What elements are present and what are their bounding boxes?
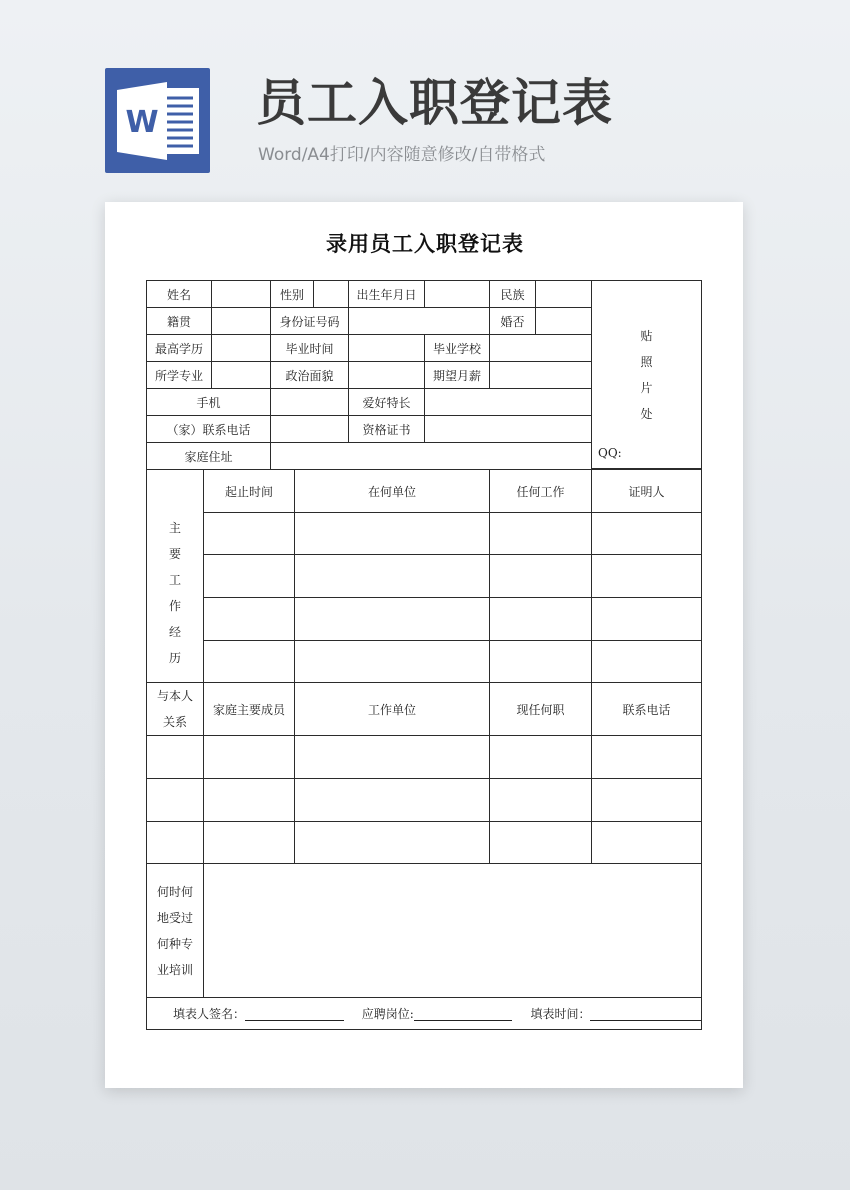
family-cell[interactable] xyxy=(146,821,204,864)
position-line[interactable] xyxy=(414,1006,513,1021)
input-certificates[interactable] xyxy=(424,415,592,443)
work-section-char: 主 xyxy=(168,521,181,535)
work-header-employer: 在何单位 xyxy=(294,469,490,513)
work-cell[interactable] xyxy=(489,554,592,598)
work-cell[interactable] xyxy=(203,640,295,683)
family-cell[interactable] xyxy=(294,821,490,864)
label-hobbies: 爱好特长 xyxy=(348,388,425,416)
word-icon xyxy=(105,68,210,173)
work-cell[interactable] xyxy=(591,597,702,641)
family-cell[interactable] xyxy=(489,778,592,822)
training-label xyxy=(146,863,204,998)
work-section-char: 经 xyxy=(168,625,181,639)
input-marital[interactable] xyxy=(535,307,592,335)
training-line: 业培训 xyxy=(156,962,193,977)
family-cell[interactable] xyxy=(146,735,204,779)
relation-line: 关系 xyxy=(162,715,187,729)
input-political-status[interactable] xyxy=(348,361,425,389)
work-section-char: 历 xyxy=(168,651,181,665)
photo-char: 照 xyxy=(640,354,653,369)
label-position: 应聘岗位: xyxy=(361,1007,414,1021)
label-graduation-school: 毕业学校 xyxy=(424,334,490,362)
family-cell[interactable] xyxy=(294,778,490,822)
input-gender[interactable] xyxy=(313,280,349,308)
family-header-member: 家庭主要成员 xyxy=(203,682,295,736)
label-native-place: 籍贯 xyxy=(146,307,212,335)
label-graduation-time: 毕业时间 xyxy=(270,334,349,362)
input-mobile[interactable] xyxy=(270,388,349,416)
training-line: 何种专 xyxy=(156,936,193,951)
family-cell[interactable] xyxy=(591,821,702,864)
label-major: 所学专业 xyxy=(146,361,212,389)
label-ethnicity: 民族 xyxy=(489,280,536,308)
family-cell[interactable] xyxy=(294,735,490,779)
work-header-position: 任何工作 xyxy=(489,469,592,513)
family-cell[interactable] xyxy=(489,735,592,779)
label-education: 最高学历 xyxy=(146,334,212,362)
family-cell[interactable] xyxy=(203,778,295,822)
work-cell[interactable] xyxy=(591,640,702,683)
label-political-status: 政治面貌 xyxy=(270,361,349,389)
banner-subtitle: Word/A4打印/内容随意修改/自带格式 xyxy=(258,145,546,165)
label-mobile: 手机 xyxy=(146,388,271,416)
work-cell[interactable] xyxy=(489,597,592,641)
work-section-char: 作 xyxy=(168,599,181,613)
training-line: 地受过 xyxy=(156,910,193,925)
label-fill-time: 填表时间： xyxy=(530,1007,591,1021)
work-cell[interactable] xyxy=(294,512,490,555)
family-cell[interactable] xyxy=(591,735,702,779)
work-cell[interactable] xyxy=(294,640,490,683)
work-experience-label xyxy=(146,469,204,683)
work-section-char: 工 xyxy=(168,573,181,587)
fill-time-line[interactable] xyxy=(590,1006,701,1021)
word-logo-letter: W xyxy=(125,105,159,140)
work-cell[interactable] xyxy=(489,640,592,683)
work-cell[interactable] xyxy=(591,512,702,555)
input-native-place[interactable] xyxy=(211,307,271,335)
input-education[interactable] xyxy=(211,334,271,362)
family-cell[interactable] xyxy=(203,735,295,779)
input-graduation-school[interactable] xyxy=(489,334,592,362)
work-cell[interactable] xyxy=(591,554,702,598)
work-cell[interactable] xyxy=(203,597,295,641)
relation-line: 与本人 xyxy=(156,689,193,703)
label-address: 家庭住址 xyxy=(146,442,271,470)
label-home-phone: （家）联系电话 xyxy=(146,415,271,443)
document-title: 录用员工入职登记表 xyxy=(326,232,524,256)
work-section-char: 要 xyxy=(168,547,181,561)
work-cell[interactable] xyxy=(294,554,490,598)
work-cell[interactable] xyxy=(294,597,490,641)
family-cell[interactable] xyxy=(146,778,204,822)
family-cell[interactable] xyxy=(489,821,592,864)
input-id-number[interactable] xyxy=(348,307,490,335)
input-hobbies[interactable] xyxy=(424,388,592,416)
input-expected-salary[interactable] xyxy=(489,361,592,389)
label-expected-salary: 期望月薪 xyxy=(424,361,490,389)
input-birth-date[interactable] xyxy=(424,280,490,308)
photo-area[interactable] xyxy=(591,280,702,469)
label-qq: QQ: xyxy=(598,446,622,460)
work-header-period: 起止时间 xyxy=(203,469,295,513)
photo-char: 处 xyxy=(640,406,653,421)
input-ethnicity[interactable] xyxy=(535,280,592,308)
label-filler-signature: 填表人签名： xyxy=(173,1007,246,1021)
label-birth-date: 出生年月日 xyxy=(348,280,425,308)
work-cell[interactable] xyxy=(203,512,295,555)
signature-line[interactable] xyxy=(245,1006,344,1021)
label-name: 姓名 xyxy=(146,280,212,308)
training-input[interactable] xyxy=(203,863,702,998)
training-line: 何时何 xyxy=(156,884,193,899)
work-cell[interactable] xyxy=(489,512,592,555)
work-header-reference: 证明人 xyxy=(591,469,702,513)
input-major[interactable] xyxy=(211,361,271,389)
family-header-phone: 联系电话 xyxy=(591,682,702,736)
banner-title: 员工入职登记表 xyxy=(256,74,613,132)
family-header-position: 现任何职 xyxy=(489,682,592,736)
label-gender: 性别 xyxy=(270,280,314,308)
photo-char: 片 xyxy=(640,380,653,395)
signature-row xyxy=(146,997,702,1030)
input-graduation-time[interactable] xyxy=(348,334,425,362)
photo-char: 贴 xyxy=(640,328,653,343)
label-certificates: 资格证书 xyxy=(348,415,425,443)
family-header-employer: 工作单位 xyxy=(294,682,490,736)
family-relation-header xyxy=(146,682,204,736)
label-id-number: 身份证号码 xyxy=(270,307,349,335)
family-cell[interactable] xyxy=(591,778,702,822)
family-cell[interactable] xyxy=(203,821,295,864)
input-address[interactable] xyxy=(270,442,592,470)
input-name[interactable] xyxy=(211,280,271,308)
label-marital: 婚否 xyxy=(489,307,536,335)
input-home-phone[interactable] xyxy=(270,415,349,443)
work-cell[interactable] xyxy=(203,554,295,598)
